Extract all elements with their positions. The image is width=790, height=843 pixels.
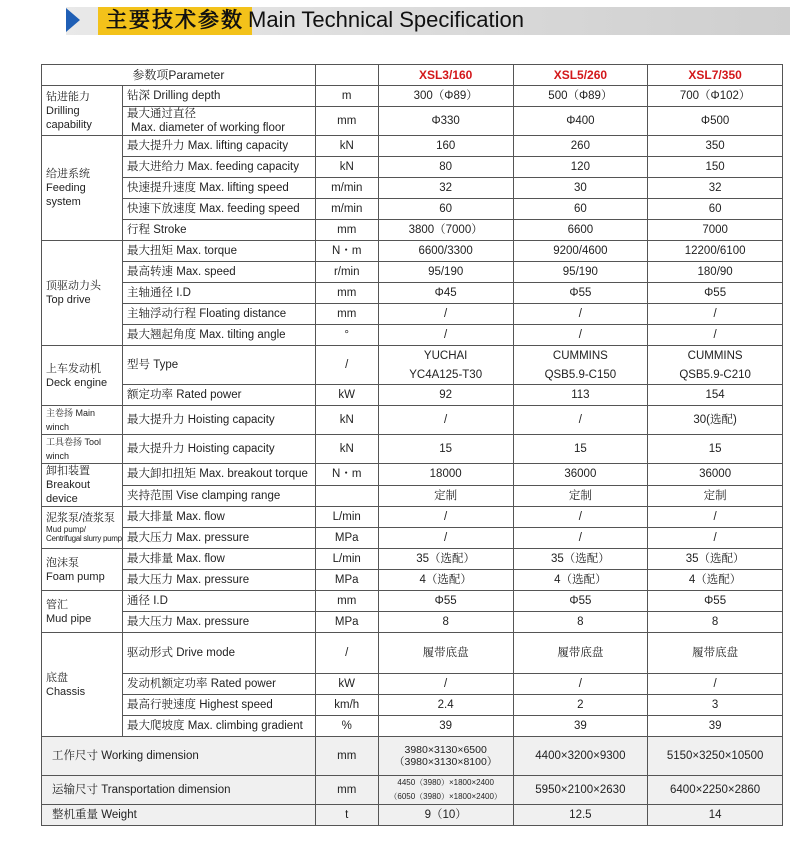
value-cell: Φ55 [648,283,783,304]
value-cell: / [378,304,513,325]
category-mud-pipe: 管汇 Mud pipe [42,591,123,633]
param-header: 参数项Parameter [42,65,316,86]
unit-cell [315,485,378,507]
value-cell: 32 [378,178,513,199]
table-row [42,220,783,241]
param-cell: 最大扭矩 Max. torque [123,241,316,262]
unit-cell: kN [315,406,378,435]
value-cell: 定制 [378,485,513,507]
header-title-zh: 主要技术参数 [98,7,252,35]
table-row [42,612,783,633]
param-cell: 整机重量 Weight [42,805,316,826]
value-cell: 定制 [513,485,648,507]
unit-cell: mm [315,107,378,136]
param-cell: 钻深 Drilling depth [123,86,316,107]
table-row [42,528,783,549]
value-cell: 8 [648,612,783,633]
category-chassis: 底盘 Chassis [42,633,123,737]
param-cell: 主轴通径 I.D [123,283,316,304]
value-cell: 4400×3200×9300 [513,737,648,776]
category-breakout: 卸扣装置 Breakout device [42,464,123,507]
value-cell: CUMMINS QSB5.9-C150 [513,346,648,385]
unit-cell: mm [315,220,378,241]
table-row [42,86,783,107]
value-cell: 3980×3130×6500 （3980×3130×8100） [378,737,513,776]
category-tool-winch: 工具卷扬 Tool winch [42,435,123,464]
category-deck-engine: 上车发动机 Deck engine [42,346,123,406]
unit-cell: kN [315,136,378,157]
table-row [42,283,783,304]
unit-cell: mm [315,283,378,304]
table-row [42,633,783,674]
value-cell: / [513,304,648,325]
param-cell: 最大提升力 Max. lifting capacity [123,136,316,157]
value-cell: 履带底盘 [648,633,783,674]
value-cell: Φ330 [378,107,513,136]
value-cell: / [378,406,513,435]
value-cell: 2.4 [378,695,513,716]
value-cell: / [378,674,513,695]
value-cell: 60 [378,199,513,220]
param-cell: 驱动形式 Drive mode [123,633,316,674]
value-cell: 4（选配） [378,570,513,591]
table-row [42,776,783,805]
value-cell: CUMMINS QSB5.9-C210 [648,346,783,385]
value-cell: 履带底盘 [378,633,513,674]
value-cell: 12.5 [513,805,648,826]
value-cell: 9200/4600 [513,241,648,262]
unit-cell: L/min [315,507,378,528]
value-cell: 350 [648,136,783,157]
value-cell: 6600/3300 [378,241,513,262]
value-cell: 36000 [648,464,783,486]
category-foam-pump: 泡沫泵 Foam pump [42,549,123,591]
unit-cell: MPa [315,612,378,633]
param-cell: 额定功率 Rated power [123,385,316,406]
unit-header-cell [315,65,378,86]
unit-cell: t [315,805,378,826]
table-row [42,385,783,406]
value-cell: 15 [378,435,513,464]
param-cell: 最大提升力 Hoisting capacity [123,435,316,464]
value-cell: 300（Φ89） [378,86,513,107]
unit-cell: m/min [315,178,378,199]
table-row [42,464,783,486]
table-row [42,178,783,199]
unit-cell: mm [315,776,378,805]
table-header-row [42,65,783,86]
value-cell: / [513,406,648,435]
value-cell: 12200/6100 [648,241,783,262]
value-cell: 履带底盘 [513,633,648,674]
value-cell: 36000 [513,464,648,486]
table-row [42,591,783,612]
unit-cell: m [315,86,378,107]
category-top-drive: 顶驱动力头 Top drive [42,241,123,346]
value-cell: 150 [648,157,783,178]
unit-cell: L/min [315,549,378,570]
table-row [42,549,783,570]
value-cell: YUCHAI YC4A125-T30 [378,346,513,385]
unit-cell: / [315,346,378,385]
value-cell: 9（10） [378,805,513,826]
table-row [42,716,783,737]
param-cell: 最高行驶速度 Highest speed [123,695,316,716]
param-cell: 工作尺寸 Working dimension [42,737,316,776]
param-cell: 最大压力 Max. pressure [123,528,316,549]
unit-cell: % [315,716,378,737]
table-row [42,485,783,507]
spec-table [41,64,783,826]
arrow-icon [66,8,80,32]
value-cell: 5150×3250×10500 [648,737,783,776]
param-cell: 快速提升速度 Max. lifting speed [123,178,316,199]
value-cell: / [648,528,783,549]
value-cell: 120 [513,157,648,178]
value-cell: 4（选配） [648,570,783,591]
param-cell: 最大排量 Max. flow [123,507,316,528]
param-cell: 最大压力 Max. pressure [123,612,316,633]
param-cell: 最大翘起角度 Max. tilting angle [123,325,316,346]
param-cell: 型号 Type [123,346,316,385]
value-cell: 30 [513,178,648,199]
unit-cell: km/h [315,695,378,716]
unit-cell: r/min [315,262,378,283]
value-cell: 95/190 [513,262,648,283]
value-cell: 92 [378,385,513,406]
value-cell: / [648,674,783,695]
table-row [42,157,783,178]
value-cell: 154 [648,385,783,406]
param-cell: 夹持范围 Vise clamping range [123,485,316,507]
value-cell: 180/90 [648,262,783,283]
value-cell: / [513,674,648,695]
value-cell: / [513,325,648,346]
value-cell: 18000 [378,464,513,486]
value-cell: Φ55 [513,283,648,304]
value-cell: 60 [648,199,783,220]
value-cell: 260 [513,136,648,157]
param-cell: 最大爬坡度 Max. climbing gradient [123,716,316,737]
value-cell: Φ500 [648,107,783,136]
param-cell: 最大进给力 Max. feeding capacity [123,157,316,178]
value-cell: 160 [378,136,513,157]
param-cell: 快速下放速度 Max. feeding speed [123,199,316,220]
param-cell: 通径 I.D [123,591,316,612]
value-cell: / [513,528,648,549]
value-cell: / [378,528,513,549]
header-title-en: Main Technical Specification [248,7,524,32]
value-cell: 113 [513,385,648,406]
param-cell: 最大通过直径 Max. diameter of working floor [123,107,316,136]
table-row [42,406,783,435]
param-cell: 最大排量 Max. flow [123,549,316,570]
param-cell: 最大压力 Max. pressure [123,570,316,591]
value-cell: 39 [648,716,783,737]
value-cell: / [378,507,513,528]
table-row [42,262,783,283]
category-main-winch: 主卷扬 Main winch [42,406,123,435]
category-mud-pump: 泥浆泵/渣浆泵 Mud pump/ Centrifugal slurry pump [42,507,123,549]
param-cell: 主轴浮动行程 Floating distance [123,304,316,325]
value-cell: 500（Φ89） [513,86,648,107]
value-cell: 4（选配） [513,570,648,591]
value-cell: 35（选配） [513,549,648,570]
unit-cell: ° [315,325,378,346]
value-cell: Φ55 [513,591,648,612]
value-cell: 15 [648,435,783,464]
table-row [42,737,783,776]
value-cell: 8 [378,612,513,633]
value-cell: 35（选配） [648,549,783,570]
table-row [42,674,783,695]
value-cell: Φ45 [378,283,513,304]
value-cell: 39 [378,716,513,737]
param-cell: 行程 Stroke [123,220,316,241]
unit-cell: mm [315,591,378,612]
unit-cell: mm [315,737,378,776]
table-row [42,107,783,136]
table-row [42,507,783,528]
param-cell: 最高转速 Max. speed [123,262,316,283]
value-cell: / [648,304,783,325]
value-cell: Φ400 [513,107,648,136]
table-row [42,570,783,591]
category-feeding: 给进系统 Feeding system [42,136,123,241]
table-row [42,325,783,346]
value-cell: 5950×2100×2630 [513,776,648,805]
table-row [42,435,783,464]
value-cell: 3800（7000） [378,220,513,241]
value-cell: 6400×2250×2860 [648,776,783,805]
value-cell: 8 [513,612,648,633]
model-header: XSL3/160 [378,65,513,86]
value-cell: 39 [513,716,648,737]
unit-cell: MPa [315,570,378,591]
value-cell: 3 [648,695,783,716]
value-cell: 4450（3980）×1800×2400 （6050（3980）×1800×2400） [378,776,513,805]
value-cell: 700（Φ102） [648,86,783,107]
param-cell: 运输尺寸 Transportation dimension [42,776,316,805]
unit-cell: N・m [315,464,378,486]
table-row [42,695,783,716]
table-row [42,199,783,220]
value-cell: / [648,507,783,528]
param-cell: 发动机额定功率 Rated power [123,674,316,695]
unit-cell: kN [315,435,378,464]
value-cell: 30(选配) [648,406,783,435]
unit-cell: MPa [315,528,378,549]
value-cell: 60 [513,199,648,220]
category-drilling: 钻进能力 Drilling capability [42,86,123,136]
value-cell: 14 [648,805,783,826]
unit-cell: kW [315,385,378,406]
unit-cell: N・m [315,241,378,262]
value-cell: 定制 [648,485,783,507]
value-cell: / [648,325,783,346]
table-row [42,241,783,262]
value-cell: / [378,325,513,346]
value-cell: 15 [513,435,648,464]
param-cell: 最大卸扣扭矩 Max. breakout torque [123,464,316,486]
table-row [42,136,783,157]
unit-cell: kN [315,157,378,178]
value-cell: 35（选配） [378,549,513,570]
value-cell: 7000 [648,220,783,241]
value-cell: / [513,507,648,528]
table-row [42,346,783,385]
model-header: XSL7/350 [648,65,783,86]
section-header [0,0,790,38]
value-cell: 32 [648,178,783,199]
param-cell: 最大提升力 Hoisting capacity [123,406,316,435]
value-cell: 80 [378,157,513,178]
unit-cell: / [315,633,378,674]
value-cell: Φ55 [378,591,513,612]
value-cell: Φ55 [648,591,783,612]
unit-cell: m/min [315,199,378,220]
value-cell: 95/190 [378,262,513,283]
unit-cell: mm [315,304,378,325]
value-cell: 6600 [513,220,648,241]
table-row [42,304,783,325]
model-header: XSL5/260 [513,65,648,86]
unit-cell: kW [315,674,378,695]
value-cell: 2 [513,695,648,716]
table-row [42,805,783,826]
